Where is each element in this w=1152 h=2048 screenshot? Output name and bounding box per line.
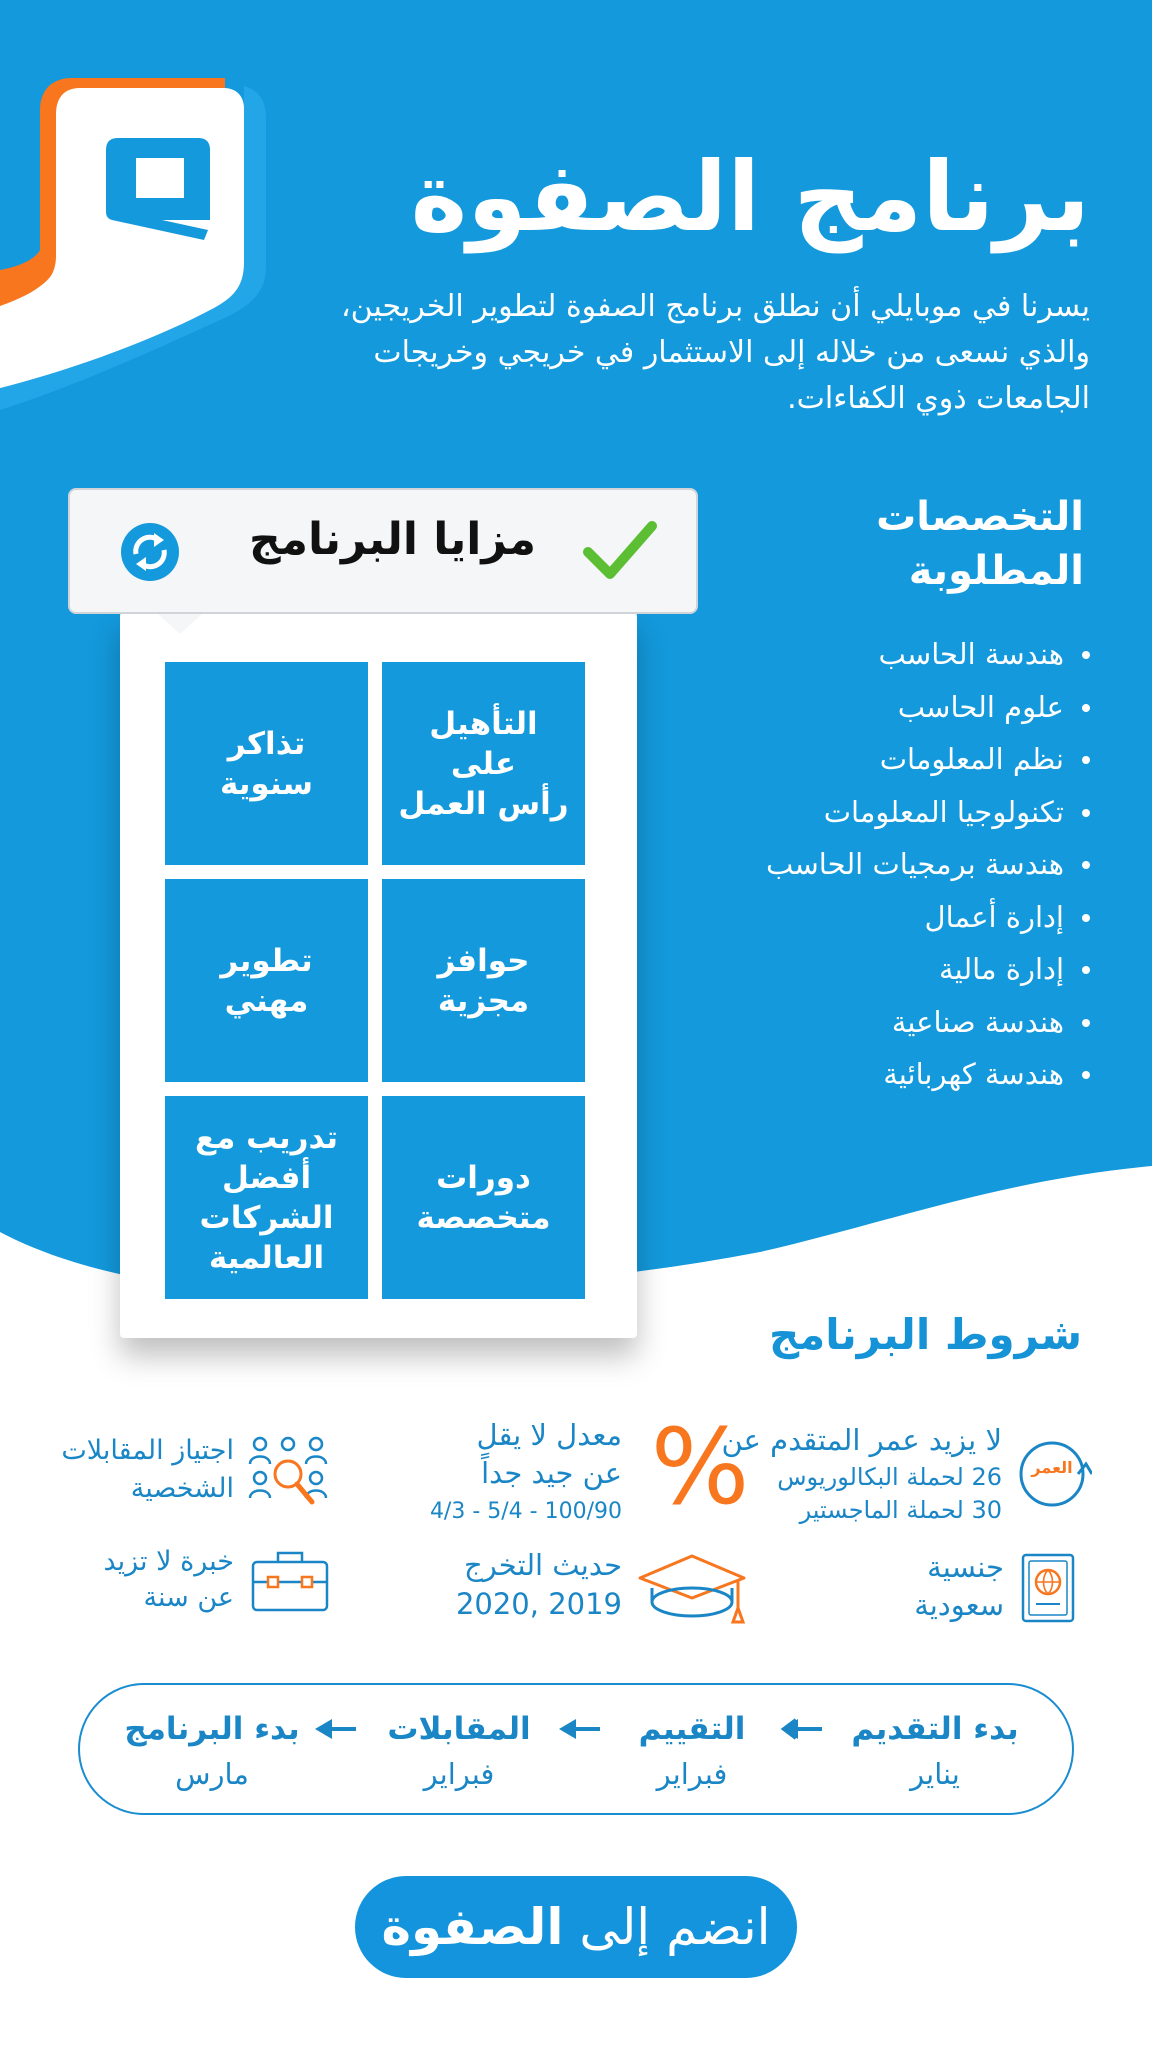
experience-line: خبرة لا تزيد xyxy=(103,1546,234,1577)
advantage-tile xyxy=(165,879,368,1082)
advantages-panel xyxy=(120,612,637,1338)
advantage-tile xyxy=(382,1096,585,1299)
specializations-title-line: المطلوبة xyxy=(908,548,1084,594)
advantages-grid xyxy=(165,662,585,1299)
graduation-line: حديث التخرج xyxy=(464,1548,622,1582)
step-month: فبراير xyxy=(423,1757,495,1791)
tile-line: متخصصة xyxy=(416,1199,551,1236)
mobily-logo xyxy=(0,70,280,420)
arrow-left-icon xyxy=(556,1717,600,1741)
step-month: مارس xyxy=(175,1757,249,1791)
specialization-item: هندسة كهربائية xyxy=(572,1048,1092,1101)
conditions-title: شروط البرنامج xyxy=(768,1310,1082,1359)
step-title: المقابلات xyxy=(387,1711,531,1747)
specialization-item: تكنولوجيا المعلومات xyxy=(572,786,1092,839)
interviews-line: الشخصية xyxy=(130,1473,234,1504)
experience-line: عن سنة xyxy=(143,1582,234,1613)
tile-line: العالمية xyxy=(208,1239,325,1276)
timeline-step-interviews xyxy=(374,1709,544,1795)
specialization-item: هندسة صناعية xyxy=(572,996,1092,1049)
nationality-condition xyxy=(804,1548,1004,1624)
advantage-tile xyxy=(165,1096,368,1299)
advantages-header xyxy=(68,488,698,614)
timeline-step-apply xyxy=(840,1709,1030,1795)
intro-text xyxy=(330,284,1090,422)
nationality-line: جنسية xyxy=(927,1550,1004,1584)
specialization-item: هندسة الحاسب xyxy=(572,628,1092,681)
tile-line: حوافز مجزية xyxy=(437,942,530,1019)
interviews-line: اجتياز المقابلات xyxy=(61,1435,234,1466)
specialization-item: إدارة أعمال xyxy=(572,891,1092,944)
age-line: 26 لحملة البكالوريوس xyxy=(777,1463,1002,1491)
graduation-condition xyxy=(362,1546,622,1624)
specializations-title xyxy=(824,490,1084,598)
advantage-tile xyxy=(382,879,585,1082)
advantages-title: مزايا البرنامج xyxy=(249,514,536,565)
interview-people-icon xyxy=(246,1432,330,1516)
gpa-line: عن جيد جداً xyxy=(481,1456,622,1490)
specializations-list xyxy=(572,628,1092,1101)
join-button-bold: الصفوة xyxy=(381,1898,564,1956)
gpa-line: معدل لا يقل xyxy=(476,1418,622,1452)
timeline xyxy=(78,1683,1074,1815)
age-line: 30 لحملة الماجستير xyxy=(799,1496,1002,1524)
timeline-step-evaluation xyxy=(612,1709,772,1795)
age-title: لا يزيد عمر المتقدم عن xyxy=(721,1423,1002,1457)
tile-line: أفضل xyxy=(221,1159,312,1196)
intro-line: والذي نسعى من خلاله إلى الاستثمار في خريجي وخريجات xyxy=(373,335,1090,370)
experience-condition xyxy=(34,1544,234,1616)
briefcase-icon xyxy=(250,1548,330,1614)
specialization-item: إدارة مالية xyxy=(572,943,1092,996)
arrow-left-icon xyxy=(312,1717,356,1741)
specialization-item: نظم المعلومات xyxy=(572,733,1092,786)
tile-line: تدريب مع xyxy=(195,1119,339,1156)
timeline-step-start xyxy=(122,1709,302,1795)
refresh-icon xyxy=(118,520,182,584)
step-month: فبراير xyxy=(656,1757,728,1791)
passport-icon xyxy=(1020,1552,1076,1624)
step-title: التقييم xyxy=(638,1711,746,1747)
checkmark-icon xyxy=(582,512,658,588)
specializations-title-line: التخصصات xyxy=(876,494,1084,540)
tile-line: تطوير مهني xyxy=(220,942,313,1019)
advantage-tile xyxy=(165,662,368,865)
step-title: بدء البرنامج xyxy=(124,1711,300,1747)
advantage-tile xyxy=(382,662,585,865)
tile-line: الشركات xyxy=(199,1199,334,1236)
interviews-condition xyxy=(34,1432,234,1508)
gpa-condition xyxy=(292,1416,622,1532)
tile-line: دورات xyxy=(436,1159,531,1196)
age-badge: العمر xyxy=(1031,1458,1073,1477)
percent-icon: % xyxy=(650,1406,750,1528)
header-pointer xyxy=(158,614,202,636)
step-title: بدء التقديم xyxy=(851,1711,1019,1747)
graduation-line: 2019 ,2020 xyxy=(455,1587,622,1621)
tile-line: التأهيل على xyxy=(429,705,538,782)
graduation-cap-icon xyxy=(636,1552,748,1628)
arrow-left-icon xyxy=(778,1717,822,1741)
specialization-item: علوم الحاسب xyxy=(572,681,1092,734)
intro-line: يسرنا في موبايلي أن نطلق برنامج الصفوة لتطوير الخريجين، xyxy=(340,289,1090,324)
tile-line: رأس العمل xyxy=(398,785,569,822)
tile-line: تذاكر سنوية xyxy=(219,725,313,802)
join-button[interactable] xyxy=(355,1876,797,1978)
specialization-item: هندسة برمجيات الحاسب xyxy=(572,838,1092,891)
intro-line: الجامعات ذوي الكفاءات. xyxy=(787,381,1090,416)
gpa-detail: 4/3 - 5/4 - 100/90 xyxy=(429,1499,622,1524)
page-title: برنامج الصفوة xyxy=(410,141,1090,253)
step-month: يناير xyxy=(910,1757,960,1791)
nationality-line: سعودية xyxy=(914,1588,1004,1622)
join-button-light: انضم إلى xyxy=(563,1898,771,1956)
